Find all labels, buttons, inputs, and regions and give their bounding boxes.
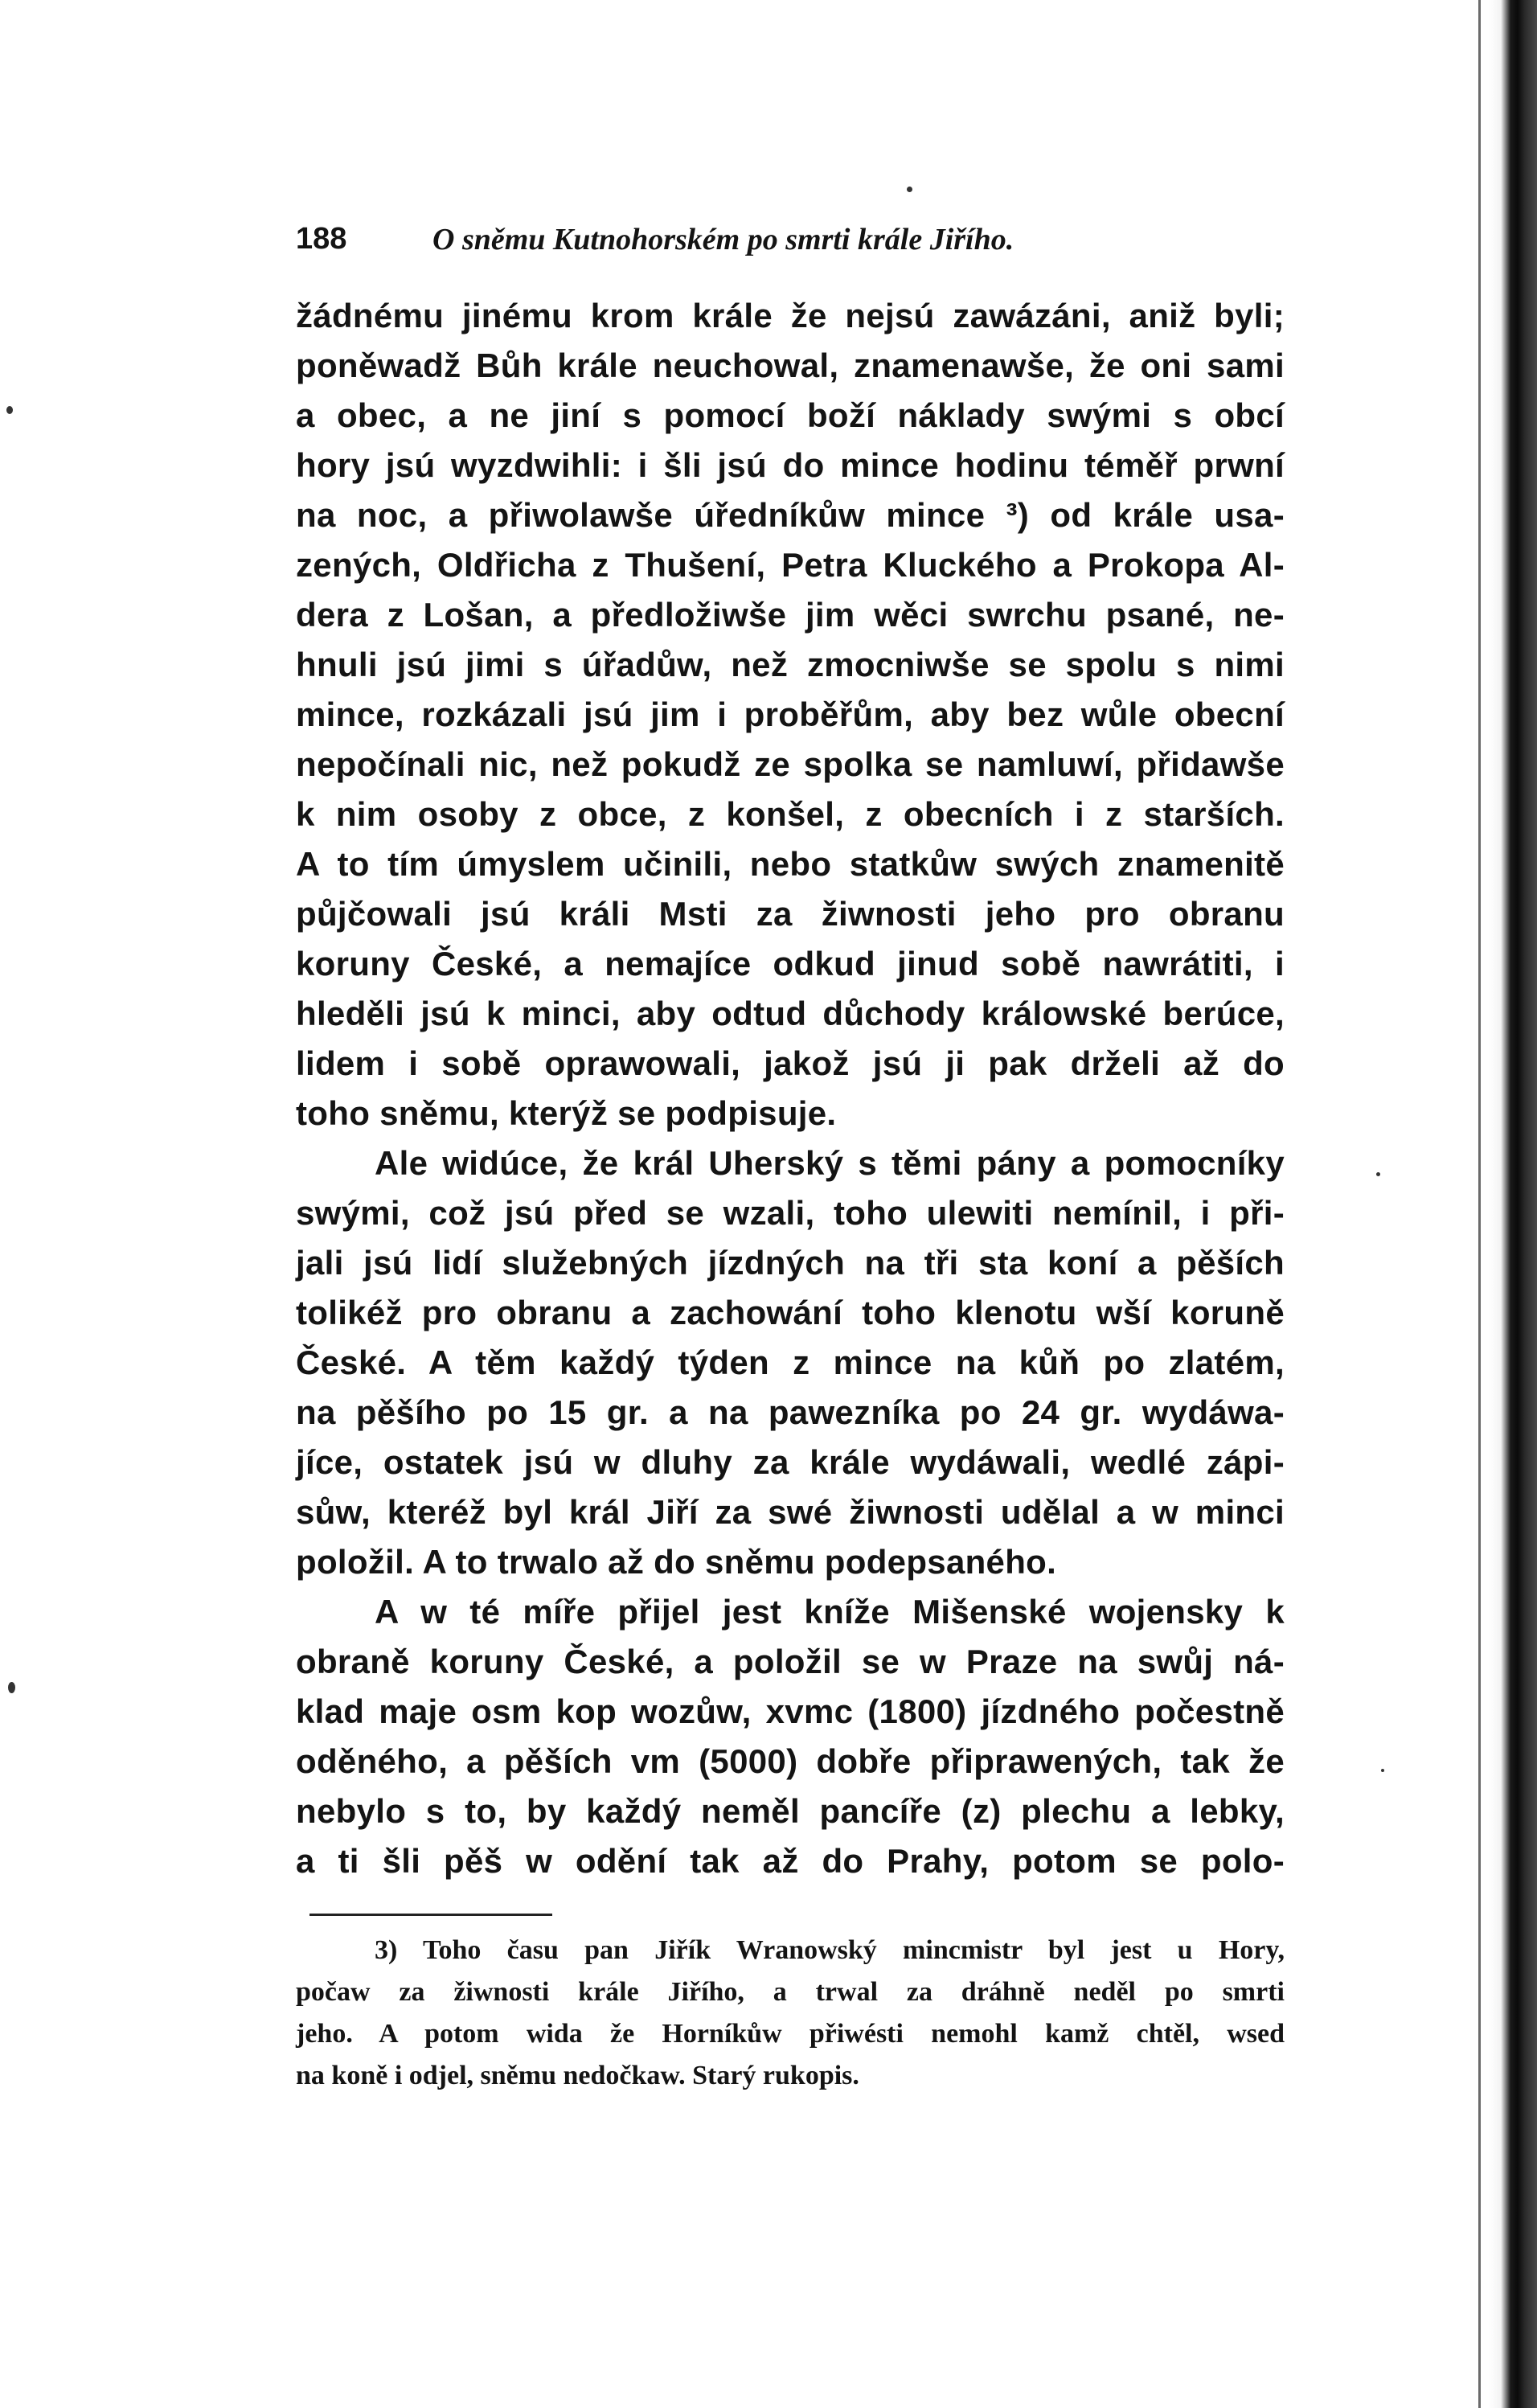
- text-line: swými, což jsú před se wzali, toho ulewiti nemínil, i při-: [296, 1194, 1285, 1232]
- text-line: tolikéž pro obranu a zachowání toho klenotu wší koruně: [296, 1294, 1285, 1331]
- footnote-line: na koně i odjel, sněmu nedočkaw. Starý rukopis.: [296, 2061, 859, 2090]
- text-line: hnuli jsú jimi s úřadůw, než zmocniwše se spolu s nimi: [296, 646, 1285, 683]
- page-binding-shadow: [1489, 0, 1537, 2408]
- text-line: hleděli jsú k minci, aby odtud důchody králowské berúce,: [296, 995, 1285, 1032]
- text-line: jíce, ostatek jsú w dluhy za krále wydáwali, wedlé zápi-: [296, 1443, 1285, 1481]
- text-line: Ale widúce, že král Uherský s těmi pány a pomocníky: [375, 1144, 1285, 1182]
- text-line: na noc, a přiwolawše úředníkůw mince ³) od krále usa-: [296, 496, 1285, 534]
- speck-mark: [1381, 1769, 1384, 1772]
- speck-mark: [8, 1682, 15, 1693]
- running-title: O sněmu Kutnohorském po smrti krále Jiřího.: [432, 223, 1014, 256]
- text-line: k nim osoby z obce, z konšel, z obecních i z starších.: [296, 795, 1285, 833]
- footnote-line: počaw za žiwnosti krále Jiřího, a trwal za dráhně neděl po smrti: [296, 1977, 1285, 2007]
- text-line: jali jsú lidí služebných jízdných na tři sta koní a pěších: [296, 1244, 1285, 1282]
- footnote-line: jeho. A potom wida že Horníkůw přiwésti nemohl kamž chtěl, wsed: [296, 2019, 1285, 2049]
- text-line: žádnému jinému krom krále že nejsú zawázáni, aniž byli;: [296, 297, 1285, 334]
- page-number: 188: [296, 222, 347, 256]
- body-text: [296, 291, 1285, 1886]
- text-line: koruny České, a nemajíce odkud jinud sobě nawrátiti, i: [296, 945, 1285, 982]
- text-line: obraně koruny České, a položil se w Praze na swůj ná-: [296, 1643, 1285, 1680]
- text-line: lidem i sobě oprawowali, jakož jsú ji pak drželi až do: [296, 1044, 1285, 1082]
- text-line: poněwadž Bůh krále neuchowal, znamenawše, že oni sami: [296, 347, 1285, 384]
- text-line: půjčowali jsú králi Msti za žiwnosti jeho pro obranu: [296, 895, 1285, 933]
- text-line: mince, rozkázali jsú jim i proběřům, aby bez wůle obecní: [296, 695, 1285, 733]
- speck-mark: [6, 406, 13, 414]
- text-line: položil. A to trwalo až do sněmu podepsaného.: [296, 1543, 1057, 1581]
- text-line: sůw, kteréž byl král Jiří za swé žiwnosti udělal a w minci: [296, 1493, 1285, 1531]
- text-line: oděného, a pěších vm (5000) dobře připrawených, tak že: [296, 1742, 1285, 1780]
- text-line: toho sněmu, kterýž se podpisuje.: [296, 1094, 837, 1132]
- footnote-line: 3) Toho času pan Jiřík Wranowský mincmistr byl jest u Hory,: [375, 1935, 1285, 1965]
- text-line: na pěšího po 15 gr. a na pawezníka po 24 gr. wydáwa-: [296, 1393, 1285, 1431]
- text-line: dera z Lošan, a předložiwše jim wěci swrchu psané, ne-: [296, 596, 1285, 634]
- text-line: A w té míře přijel jest kníže Mišenské wojensky k: [375, 1593, 1285, 1631]
- text-line: a ti šli pěš w odění tak až do Prahy, potom se polo-: [296, 1842, 1285, 1880]
- speck-mark: [907, 187, 912, 192]
- text-line: hory jsú wyzdwihli: i šli jsú do mince hodinu téměř prwní: [296, 446, 1285, 484]
- footnote-divider: [309, 1914, 552, 1916]
- speck-mark: [1376, 1172, 1380, 1176]
- text-line: nepočínali nic, než pokudž ze spolka se namluwí, přidawše: [296, 745, 1285, 783]
- text-line: nebylo s to, by každý neměl pancíře (z) plechu a lebky,: [296, 1792, 1285, 1830]
- text-line: České. A těm každý týden z mince na kůň po zlatém,: [296, 1343, 1285, 1381]
- footnotes: [296, 1930, 1285, 2097]
- text-line: klad maje osm kop wozůw, xvmc (1800) jízdného počestně: [296, 1692, 1285, 1730]
- page-header: [296, 222, 1285, 262]
- text-line: a obec, a ne jiní s pomocí boží náklady swými s obcí: [296, 396, 1285, 434]
- binding-edge-line: [1478, 0, 1481, 2408]
- text-line: A to tím úmyslem učinili, nebo statkůw swých znamenitě: [296, 845, 1285, 883]
- text-line: zených, Oldřicha z Thušení, Petra Kluckého a Prokopa Al-: [296, 546, 1285, 584]
